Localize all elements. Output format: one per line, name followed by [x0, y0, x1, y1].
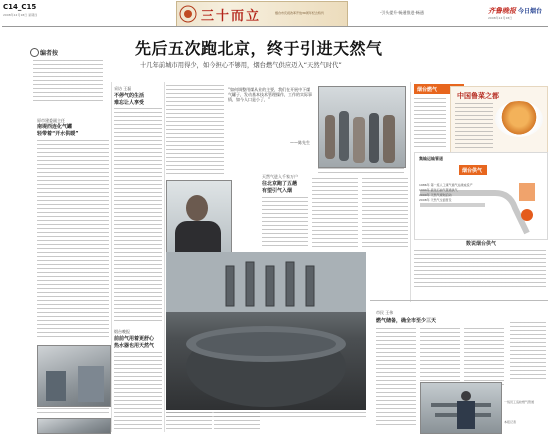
col2-author: 采访 王磊: [114, 86, 132, 91]
top-rule: [2, 26, 548, 27]
editor-note-icon: [30, 48, 39, 57]
left-article-body: [37, 140, 109, 340]
headline: 先后五次跑北京，终于引进天然气: [135, 39, 383, 58]
interview-title-1: 南堤西连化气罐: [37, 124, 73, 130]
mid-bottom-subhead: 燃气储备，确全市至少三天: [376, 318, 437, 324]
brand-right: 今日烟台: [518, 8, 543, 15]
col2-body: [114, 108, 162, 324]
column-rule: [410, 82, 411, 302]
mid-label: 天然气进入千家万户: [262, 174, 298, 179]
col2-bottom-label: 烟台晚报: [114, 329, 130, 334]
mid-bottom-body-4: [510, 322, 546, 382]
bottom-right-label: 本报记者: [504, 420, 517, 424]
gas-badge-label: 烟台燃气: [417, 87, 438, 93]
mid-bottom-label: 市民 王伟: [376, 310, 394, 315]
masthead-subtitle: 烟台市庆祝改革开放30周年纪念特刊: [275, 11, 324, 15]
interview-title-2: 轻带着“开水供暖”: [37, 131, 79, 137]
subheadline: 十几年前城市用得少，如今担心不够用，烟台燃气供应迈入“天然气时代”: [140, 62, 342, 69]
right-below-body: [414, 250, 546, 290]
cuisine-title: 中国鲁菜之都: [457, 92, 499, 100]
column-rule: [111, 82, 112, 432]
date-left: 2008年12月18日 星期四: [3, 13, 38, 17]
section-rule: [370, 300, 548, 301]
storage-tank-photo: [166, 252, 366, 410]
cuisine-panel: [450, 86, 548, 154]
timeline-list: [419, 183, 503, 203]
date-right: 2008年12月18日: [488, 16, 513, 20]
crowd-photo: [318, 86, 406, 168]
timeline-item: 1994年 液化石油气管道供气: [419, 188, 458, 192]
worker-photo: [420, 382, 502, 434]
map-caption: 数说烟台供气: [466, 241, 497, 247]
pipeline-infographic: [414, 152, 548, 240]
mid-bottom-body-1: [376, 328, 416, 428]
timeline-item: 2008年 天然气全面普及: [419, 198, 452, 202]
quote-text: “如何调整用煤从业的主要，我们在开展中下煤气罐子，发动基本技术管理操作，工作的实际事情，如今人口是小了，”: [228, 87, 312, 103]
left-small-photo: [37, 418, 111, 434]
mid-body-1: [262, 197, 308, 249]
col2-bottom-body: [114, 352, 162, 432]
pipe-badge-label: 烟台供气: [462, 168, 483, 174]
crowd-photo-caption: [318, 168, 404, 174]
mid-bottom-body-3: [464, 328, 504, 388]
masthead-banner: [176, 1, 348, 27]
mid-body-2: [312, 178, 358, 248]
storage-tanks-illustration: [166, 252, 366, 410]
emblem-icon: [179, 4, 197, 24]
left-photo-caption: [37, 408, 109, 416]
col2-bottom-subhead-1: 前前气用着更舒心: [114, 336, 155, 342]
column-rule: [164, 82, 165, 432]
pipe-title: 集输运输管道: [419, 156, 443, 161]
interview-label: 原市建委副主任: [37, 118, 65, 123]
mid-body-3: [362, 178, 408, 248]
page-code: C14_C15: [3, 3, 37, 11]
col2-bottom-subhead-2: 热水器也用天然气: [114, 343, 155, 349]
timeline-item: 2000年 天然气规划启动: [419, 193, 452, 197]
mid-subhead-2: 有望引气入烟: [262, 188, 293, 194]
left-photo-gas-station: [37, 345, 111, 407]
col2-subhead-2: 难忘让人享受: [114, 100, 145, 106]
right-sidebar-body: [414, 98, 446, 148]
masthead-title: 三十而立: [201, 9, 262, 24]
dish-photo: [495, 101, 543, 137]
editor-note-body: [33, 60, 103, 104]
quote-attribution: ——陈先生: [290, 140, 310, 145]
brand-left: 齐鲁晚报: [488, 6, 516, 15]
timeline-item: 1986年 第一座人工煤气储气站建成投产: [419, 183, 473, 187]
portrait-photo: [166, 180, 232, 260]
storage-photo-caption: [166, 412, 366, 418]
col2-subhead-1: 不停气的生活: [114, 93, 145, 99]
editor-note-label: 编者按: [40, 50, 59, 57]
right-ticker: ·引头提升·畅通推进·畅通: [380, 10, 424, 15]
worker-photo-caption: 一线员工巡检燃气管道: [504, 400, 535, 404]
mid-subhead-1: 往北京跑了五趟: [262, 181, 298, 187]
